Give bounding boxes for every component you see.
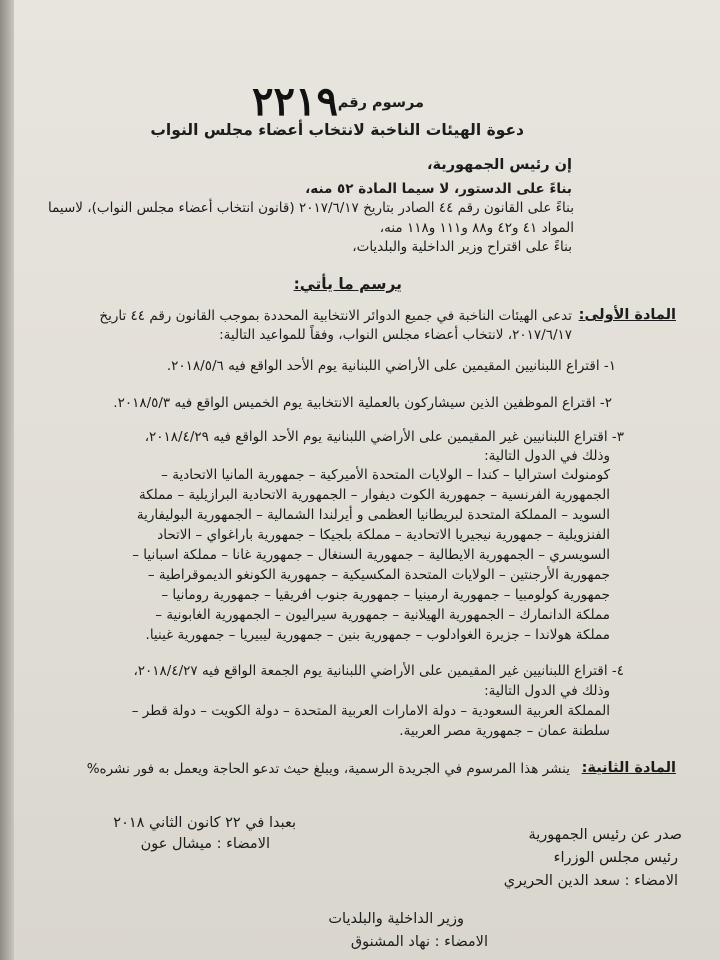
- preamble-constitution: بناءً على الدستور، لا سيما المادة ٥٢ منه،: [305, 181, 572, 197]
- document-page: [14, 0, 720, 960]
- article1-item2: ٢- اقتراع الموظفين الذين سيشاركون بالعملية الانتخابية يوم الخميس الواقع فيه ٢٠١٨/٥/٣.: [113, 395, 612, 411]
- country-line: الفنزويلية – جمهورية نيجيريا الاتحادية – مملكة بلجيكا – جمهورية باراغواي – الاتحاد: [157, 527, 610, 543]
- article1-item3: ٣- اقتراع اللبنانيين غير المقيمين على الأراضي اللبنانية يوم الأحد الواقع فيه ٢٠١٨/٤/٢٩،: [144, 429, 624, 445]
- interior-minister-signature: الامضاء : نهاد المشنوق: [350, 934, 488, 950]
- pm-title: رئيس مجلس الوزراء: [553, 850, 678, 866]
- country-line: جمهورية الأرجنتين – الولايات المتحدة المكسيكية – جمهورية الكونغو الديموقراطية –: [147, 567, 610, 583]
- decree-number: ٢٢١٩: [252, 78, 338, 125]
- preamble-president: إن رئيس الجمهورية،: [427, 157, 572, 173]
- article1-line2: ٢٠١٧/٦/١٧، لانتخاب أعضاء مجلس النواب، وفقاً للمواعيد التالية:: [219, 327, 572, 343]
- page-edge-shadow: [0, 0, 14, 960]
- interior-minister-title: وزير الداخلية والبلديات: [328, 911, 464, 927]
- article1-line1: تدعى الهيئات الناخبة في جميع الدوائر الانتخابية المحددة بموجب القانون رقم ٤٤ تاريخ: [99, 308, 572, 324]
- article1-item1: ١- اقتراع اللبنانيين المقيمين على الأراضي اللبنانية يوم الأحد الواقع فيه ٢٠١٨/٥/٦.: [166, 358, 616, 374]
- preamble-law: بناءً على القانون رقم ٤٤ الصادر بتاريخ ٢٠١٧/٦/١٧ (قانون انتخاب أعضاء مجلس النواب)، لاسيما: [47, 200, 574, 216]
- country-line: مملكة الدانمارك – الجمهورية الهيلانية – جمهورية سيراليون – الجمهورية الغابونية –: [155, 607, 610, 623]
- country-line: سلطنة عمان – جمهورية مصر العربية.: [399, 723, 610, 739]
- issued-on-behalf: صدر عن رئيس الجمهورية: [528, 827, 682, 843]
- country-line: كومنولث استراليا – كندا – الولايات المتحدة الأميركية – جمهورية المانيا الاتحادية –: [161, 467, 610, 483]
- country-line: جمهورية كولومبيا – جمهورية ارمينيا – جمهورية جنوب افريقيا – جمهورية رومانيا –: [161, 587, 610, 603]
- decree-subject: دعوة الهيئات الناخبة لانتخاب أعضاء مجلس النواب: [150, 121, 524, 139]
- item3-intro: وذلك في الدول التالية:: [484, 448, 610, 464]
- preamble-proposal: بناءً على اقتراح وزير الداخلية والبلديات،: [352, 239, 572, 255]
- country-line: السويسري – الجمهورية الايطالية – جمهورية السنغال – جمهورية غانا – مملكة اسبانيا –: [132, 547, 610, 563]
- decrees-heading: يرسم ما يأتي:: [293, 275, 402, 293]
- article2-text: ينشر هذا المرسوم في الجريدة الرسمية، ويبلغ حيث تدعو الحاجة ويعمل به فور نشره%: [86, 761, 570, 777]
- preamble-articles: المواد ٤١ و٤٢ و٨٨ و١١١ و١١٨ منه،: [379, 220, 574, 236]
- article1-label: المادة الأولى:: [578, 307, 676, 323]
- president-signature: الامضاء : ميشال عون: [140, 836, 270, 852]
- signing-date: بعبدا في ٢٢ كانون الثاني ٢٠١٨: [113, 815, 296, 831]
- country-line: المملكة العربية السعودية – دولة الامارات العربية المتحدة – دولة الكويت – دولة قطر –: [131, 703, 610, 719]
- item4-intro: وذلك في الدول التالية:: [484, 683, 610, 699]
- article1-item4: ٤- اقتراع اللبنانيين غير المقيمين على الأراضي اللبنانية يوم الجمعة الواقع فيه ٢٠١٨/٤/٢٧،: [133, 663, 624, 679]
- country-line: الجمهورية الفرنسية – جمهورية الكوت ديفوار – الجمهورية الاتحادية البرازيلية – مملكة: [138, 487, 610, 503]
- pm-signature: الامضاء : سعد الدين الحريري: [503, 873, 678, 889]
- decree-label: مرسوم رقم: [337, 95, 424, 111]
- article2-label: المادة الثانية:: [581, 760, 676, 776]
- country-line: السويد – المملكة المتحدة لبريطانيا العظمى و أيرلندا الشمالية – الجمهورية البوليفارية: [136, 507, 610, 523]
- country-line: مملكة هولاندا – جزيرة الغوادلوب – جمهورية بنين – جمهورية ليبيريا – جمهورية غينيا.: [145, 627, 610, 643]
